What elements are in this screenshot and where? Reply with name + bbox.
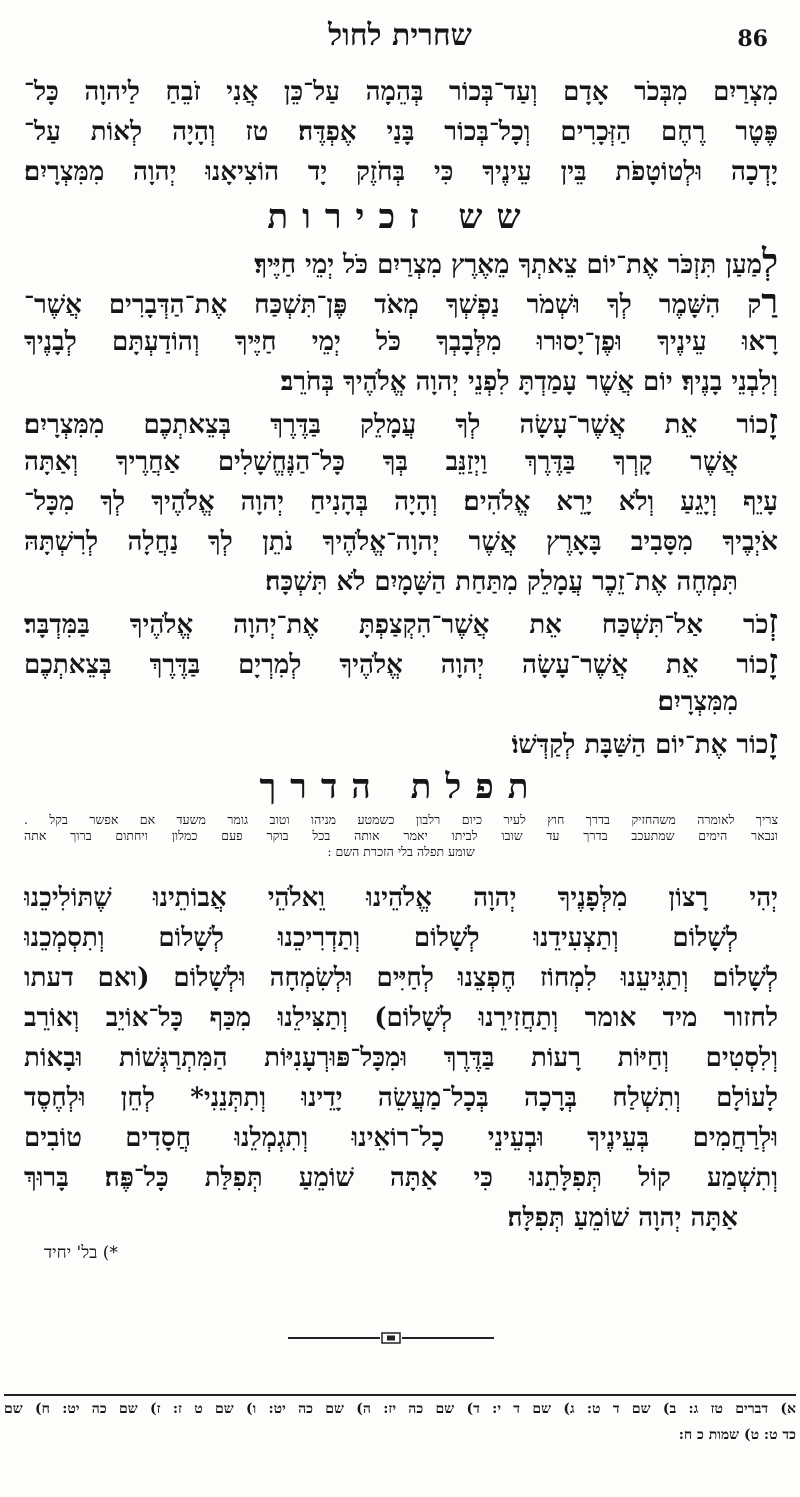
text-line: לָעוֹלָם וְתִשְׁלַח בְּרָכָה בְּכָל־מַעֲשֵׂה יָדֵינוּ וְתִתְּנֵנִי* לְחֵן וּלְחֶסֶד bbox=[24, 1083, 778, 1113]
page-header bbox=[0, 18, 800, 62]
text-line: זָכוֹר אֵת אֲשֶׁר־עָשָׂה לְךָ עֲמָלֵק בַּדֶּרֶךְ בְּצֵאתְכֶם מִמִּצְרָיִם׃ bbox=[24, 402, 778, 442]
text-line: עָיֵף וְיָגֵעַ וְלֹא יָרֵא אֱלֹהִים׃ וְהָיָה בְּהָנִיחַ יְהוָה אֱלֹהֶיךָ לְךָ מִכָּל־ bbox=[24, 487, 778, 517]
text-line: יָדְכָה וּלְטוֹטָפֹת בֵּין עֵינֶיךָ כִּי בְּחֹזֶק יָד הוֹצִיאָנוּ יְהוָה מִמִּצְרָיִם׃ bbox=[24, 157, 778, 187]
footnote: *) בל' יחיד bbox=[44, 1243, 118, 1263]
text-line: לְמַעַן תִּזְכֹּר אֶת־יוֹם צֵאתְךָ מֵאֶרֶץ מִצְרַיִם כֹּל יְמֵי חַיֶּיךָ׃ bbox=[254, 242, 778, 282]
instruction-note bbox=[24, 812, 778, 860]
text-line: זָכוֹר אֶת־יוֹם הַשַּׁבָּת לְקַדְּשׁוֹ׃ bbox=[511, 722, 778, 762]
text-line: לְשָׁלוֹם וְתַצְעִידֵנוּ לְשָׁלוֹם וְתַדְרִיכֵנוּ לְשָׁלוֹם וְתִסְמְכֵנוּ bbox=[24, 923, 738, 953]
ornament-divider-icon bbox=[288, 1332, 494, 1344]
reference-line: כד ט: ט) שמות כ ח: bbox=[678, 1427, 796, 1443]
passage-tefilat-haderech bbox=[24, 878, 778, 1238]
passage-zechirot bbox=[24, 242, 778, 762]
text-line: וְלִסְטִים וְחַיּוֹת רָעוֹת בַּדֶּרֶךְ וּמִכָּל־פּוּרְעָנִיּוֹת הַמִּתְרַגְּשׁוֹת וּבָאוֹת bbox=[24, 1043, 778, 1073]
section-title-zechirot: שש זכירות bbox=[267, 197, 535, 237]
running-title: שחרית לחול bbox=[328, 18, 472, 53]
page-number: 86 bbox=[737, 26, 768, 52]
text-line: מִצְרַיִם מִבְּכֹר אָדָם וְעַד־בְּכוֹר בְּהֵמָה עַל־כֵּן אֲנִי זֹבֵחַ לַיהוָה כָּל־ bbox=[24, 77, 778, 107]
reference-line: א) דברים טז ג: ב) שם ד ט: ג) שם ד י: ד) שם כה יז: ה) שם כה יט: ו) שם ט ז: ז) שם כה יט: ח) שם bbox=[4, 1401, 796, 1417]
text-line: וְתִשְׁמַע קוֹל תְּפִלָּתֵנוּ כִּי אַתָּה שׁוֹמֵעַ תְּפִלַּת כָּל־פֶּה׃ בָּרוּךְ bbox=[24, 1163, 778, 1193]
text-line: וְלִבְנֵי בָנֶיךָ׃ יוֹם אֲשֶׁר עָמַדְתָּ לִפְנֵי יְהוָה אֱלֹהֶיךָ בְּחֹרֵב׃ bbox=[280, 367, 778, 397]
text-line: רַק הִשָּׁמֶר לְךָ וּשְׁמֹר נַפְשְׁךָ מְאֹד פֶּן־תִּשְׁכַּח אֶת־הַדְּבָרִים אֲשֶׁר־ bbox=[24, 282, 778, 322]
note-line: ונבאר הימים שמתעכב בדרך עד שובו לביתו יאמר אותה בכל בוקר פעם כמלון ויחתום ברוך אתה bbox=[24, 828, 778, 843]
text-line: וּלְרַחֲמִים בְּעֵינֶיךָ וּבְעֵינֵי כָל־רוֹאֵינוּ וְתִגְמְלֵנוּ חֲסָדִים טוֹבִים bbox=[24, 1123, 778, 1153]
note-line: צריך לאומרה משהחזיק בדרך חוץ לעיר כיום רלבון כשמטע מניהו וטוב גומר משעד אם אפשר בקל . bbox=[24, 812, 778, 827]
text-line: לְשָׁלוֹם וְתַגִּיעֵנוּ לִמְחוֹז חֶפְצֵנוּ לְחַיִּים וּלְשִׂמְחָה וּלְשָׁלוֹם (ואם דעתו bbox=[24, 963, 778, 993]
text-line: מִמִּצְרָיִם׃ bbox=[657, 687, 738, 717]
text-line: לחזור מיד אומר וְתַחֲזִירֵנוּ לְשָׁלוֹם) וְתַצִּילֵנוּ מִכַּף כָּל־אוֹיֵב וְאוֹרֵב bbox=[24, 1003, 778, 1033]
text-line: רָאוּ עֵינֶיךָ וּפֶן־יָסוּרוּ מִלְּבָבְךָ כֹּל יְמֵי חַיֶּיךָ וְהוֹדַעְתָּם לְבָנֶיךָ bbox=[24, 327, 778, 357]
note-line: שומע תפלה בלי הזכרת השם : bbox=[327, 844, 475, 859]
section-title-tefilat-haderech: תפלת הדרך bbox=[259, 767, 543, 807]
text-line: אֲשֶׁר קָרְךָ בַּדֶּרֶךְ וַיְזַנֵּב בְּךָ כָּל־הַנֶּחֱשָׁלִים אַחֲרֶיךָ וְאַתָּה bbox=[24, 447, 738, 477]
text-line: אֹיְבֶיךָ מִסָּבִיב בָּאָרֶץ אֲשֶׁר יְהוָה־אֱלֹהֶיךָ נֹתֵן לְךָ נַחֲלָה לְרִשְׁתָּהּ bbox=[24, 527, 778, 557]
text-line: תִּמְחֶה אֶת־זֵכֶר עֲמָלֵק מִתַּחַת הַשָּׁמָיִם לֹא תִּשְׁכָּח׃ bbox=[265, 567, 738, 597]
text-line: זָכוֹר אֵת אֲשֶׁר־עָשָׂה יְהוָה אֱלֹהֶיךָ לְמִרְיָם בַּדֶּרֶךְ בְּצֵאתְכֶם bbox=[24, 642, 778, 682]
text-line: יְהִי רָצוֹן מִלְּפָנֶיךָ יְהוָה אֱלֹהֵינוּ וֵאלֹהֵי אֲבוֹתֵינוּ שֶׁתּוֹלִיכֵנוּ bbox=[24, 883, 778, 913]
source-references bbox=[4, 1394, 796, 1448]
text-line: זְכֹר אַל־תִּשְׁכַּח אֵת אֲשֶׁר־הִקְצַפְתָּ אֶת־יְהוָה אֱלֹהֶיךָ בַּמִּדְבָּר׃ bbox=[24, 602, 778, 642]
text-line: פֶּטֶר רֶחֶם הַזְּכָרִים וְכָל־בְּכוֹר בָּנַי אֶפְדֶּה׃ טז וְהָיָה לְאוֹת עַל־ bbox=[24, 117, 778, 147]
text-line: אַתָּה יְהוָה שׁוֹמֵעַ תְּפִלָּה׃ bbox=[507, 1203, 738, 1233]
passage-kadesh bbox=[24, 72, 778, 192]
page-body bbox=[24, 72, 778, 1268]
